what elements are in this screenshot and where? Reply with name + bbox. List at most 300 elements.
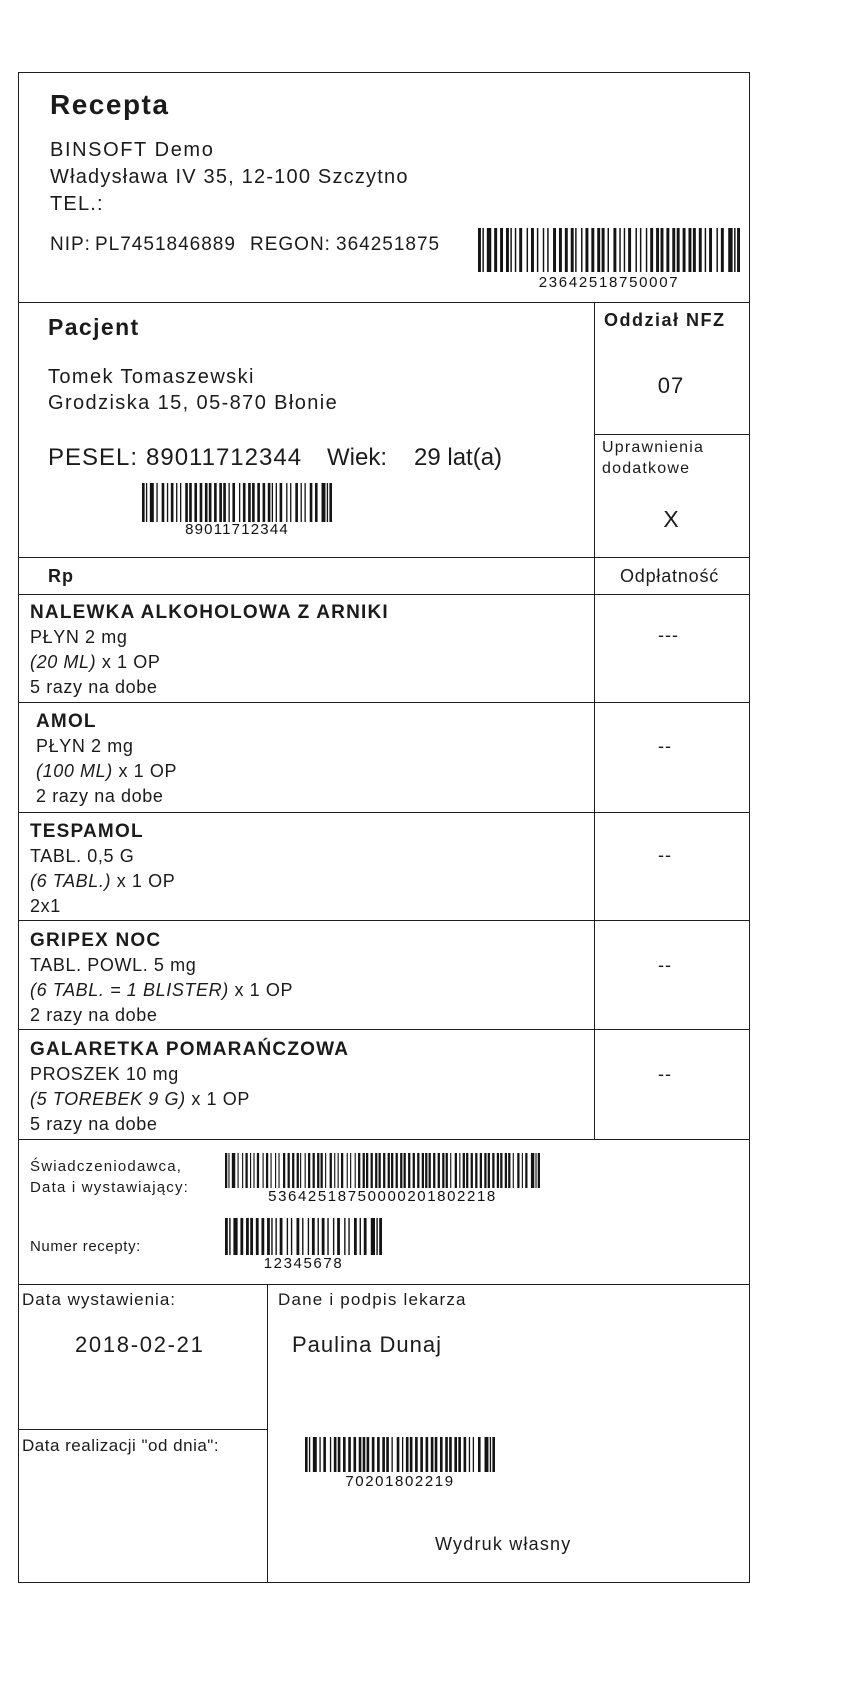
medication-name: NALEWKA ALKOHOLOWA Z ARNIKI: [30, 602, 389, 623]
document-title: Recepta: [50, 89, 170, 120]
provider-phone-label: TEL.:: [50, 193, 104, 215]
barcode-bar: [440, 1437, 443, 1472]
barcode-bar: [500, 228, 503, 272]
barcode-bar: [245, 1153, 247, 1188]
barcode-bar: [214, 483, 217, 522]
barcode-bar: [348, 1218, 349, 1255]
barcode-bar: [308, 1153, 310, 1188]
divider-line: [18, 702, 750, 703]
barcode-bar: [469, 1437, 470, 1472]
barcode-bar: [413, 1153, 415, 1188]
barcode-bar: [327, 483, 328, 522]
barcode-bar: [527, 228, 528, 272]
prescription-number-barcode-number: 12345678: [263, 1255, 344, 1272]
prescription-number-barcode: [225, 1218, 382, 1255]
barcode-bar: [449, 1437, 452, 1472]
barcode-bar: [591, 228, 594, 272]
medication-item: [30, 819, 175, 919]
barcode-bar: [312, 1218, 315, 1255]
divider-line: [18, 1029, 750, 1030]
regon-label: REGON:: [250, 234, 331, 255]
barcode-bar: [624, 228, 625, 272]
barcode-bar: [410, 1437, 413, 1472]
barcode-bar: [396, 1153, 398, 1188]
medication-item: [30, 600, 389, 700]
barcode-bar: [391, 1437, 392, 1472]
barcode-bar: [287, 1218, 288, 1255]
medication-form: PŁYN 2 mg: [36, 736, 134, 756]
barcode-bar: [240, 1218, 243, 1255]
medication-quantity: x 1 OP: [118, 761, 178, 781]
barcode-bar: [506, 228, 509, 272]
medication-form: TABL. 0,5 G: [30, 846, 135, 866]
barcode-bar: [219, 483, 222, 522]
barcode-bar: [283, 1153, 285, 1188]
barcode-bar: [248, 483, 251, 522]
medication-payment: --: [658, 845, 672, 865]
issue-date-value: 2018-02-21: [75, 1332, 205, 1357]
barcode-bar: [238, 1153, 239, 1188]
barcode-bar: [301, 483, 302, 522]
nfz-label: Oddział NFZ: [604, 310, 726, 330]
barcode-bar: [256, 1218, 259, 1255]
barcode-bar: [333, 1218, 334, 1255]
divider-line: [18, 302, 750, 303]
barcode-bar: [180, 483, 181, 522]
barcode-bar: [458, 1437, 461, 1472]
barcode-bar: [628, 228, 631, 272]
barcode-bar: [228, 483, 229, 522]
barcode-bar: [433, 1153, 435, 1188]
barcode-bar: [473, 1437, 474, 1472]
barcode-bar: [488, 1153, 490, 1188]
barcode-bar: [471, 1153, 473, 1188]
barcode-bar: [505, 1153, 507, 1188]
barcode-bar: [288, 1153, 290, 1188]
barcode-bar: [490, 1437, 491, 1472]
barcode-bar: [344, 1218, 345, 1255]
barcode-bar: [176, 483, 177, 522]
medication-item: [30, 1037, 349, 1137]
barcode-bar: [272, 483, 273, 522]
barcode-bar: [463, 1153, 465, 1188]
medication-name: AMOL: [36, 711, 97, 732]
entitlements-label: [602, 437, 704, 479]
pesel-value: 89011712344: [146, 444, 303, 471]
barcode-bar: [243, 483, 246, 522]
barcode-bar: [431, 1437, 434, 1472]
age-label: Wiek:: [327, 444, 387, 471]
barcode-bar: [343, 1437, 346, 1472]
barcode-bar: [162, 483, 165, 522]
barcode-bar: [209, 483, 212, 522]
barcode-bar: [553, 228, 556, 272]
medication-package: (20 ML): [30, 652, 97, 672]
barcode-bar: [435, 1437, 438, 1472]
barcode-bar: [531, 1153, 534, 1188]
barcode-bar: [575, 228, 576, 272]
barcode-bar: [363, 1153, 365, 1188]
divider-line: [18, 920, 750, 921]
barcode-bar: [266, 1153, 268, 1188]
barcode-bar: [721, 228, 724, 272]
barcode-bar: [709, 228, 712, 272]
barcode-bar: [565, 228, 568, 272]
barcode-bar: [146, 483, 147, 522]
medication-quantity: x 1 OP: [101, 652, 161, 672]
barcode-bar: [232, 1153, 235, 1188]
patient-address: Grodziska 15, 05-870 Błonie: [48, 392, 339, 414]
barcode-bar: [371, 1218, 375, 1255]
barcode-bar: [619, 228, 620, 272]
prescription-number-label: Numer recepty:: [30, 1238, 141, 1255]
barcode-bar: [310, 483, 313, 522]
medication-form: PŁYN 2 mg: [30, 627, 128, 647]
entitlements-label-line2: dodatkowe: [602, 460, 691, 477]
barcode-bar: [475, 1153, 477, 1188]
divider-line: [595, 434, 750, 435]
barcode-bar: [330, 1437, 331, 1472]
barcode-bar: [693, 228, 696, 272]
medication-quantity: x 1 OP: [191, 1089, 250, 1109]
column-divider: [267, 1285, 268, 1583]
medication-name: GRIPEX NOC: [30, 930, 162, 951]
barcode-bar: [278, 1153, 279, 1188]
barcode-bar: [334, 1437, 337, 1472]
provider-barcode-label: [30, 1156, 189, 1198]
barcode-bar: [353, 1437, 356, 1472]
barcode-bar: [297, 1153, 299, 1188]
barcode-bar: [464, 1437, 467, 1472]
barcode-bar: [429, 1153, 431, 1188]
barcode-bar: [372, 1437, 375, 1472]
barcode-bar: [446, 1153, 448, 1188]
barcode-bar: [350, 1153, 351, 1188]
medication-payment: ---: [658, 625, 679, 645]
barcode-bar: [276, 483, 277, 522]
barcode-bar: [537, 228, 538, 272]
barcode-bar: [309, 1437, 310, 1472]
barcode-bar: [699, 228, 702, 272]
provider-barcode: [478, 228, 740, 272]
medication-form: TABL. POWL. 5 mg: [30, 955, 197, 975]
barcode-bar: [280, 483, 283, 522]
barcode-bar: [329, 483, 332, 522]
barcode-bar: [519, 228, 522, 272]
barcode-bar: [228, 1153, 229, 1188]
barcode-bar: [497, 1153, 499, 1188]
barcode-bar: [225, 1153, 227, 1188]
barcode-bar: [292, 1153, 294, 1188]
medication-quantity: x 1 OP: [234, 980, 294, 1000]
barcode-bar: [581, 228, 582, 272]
barcode-bar: [242, 1153, 243, 1188]
column-divider: [594, 303, 595, 1140]
divider-line: [18, 557, 750, 558]
barcode-bar: [225, 1218, 228, 1255]
barcode-bar: [454, 1437, 457, 1472]
barcode-bar: [510, 228, 511, 272]
barcode-bar: [522, 1153, 523, 1188]
nip-value: PL7451846889: [95, 234, 236, 255]
barcode-bar: [406, 1437, 409, 1472]
barcode-bar: [608, 228, 609, 272]
barcode-bar: [466, 1153, 468, 1188]
provider-barcode-number: 23642518750007: [538, 274, 680, 291]
barcode-bar: [359, 1437, 362, 1472]
barcode-bar: [319, 1437, 320, 1472]
barcode-bar: [200, 483, 203, 522]
barcode-bar: [358, 1153, 360, 1188]
barcode-bar: [275, 1218, 276, 1255]
barcode-bar: [442, 1153, 444, 1188]
barcode-bar: [640, 228, 641, 272]
issue-date-label: Data wystawienia:: [22, 1290, 177, 1309]
barcode-bar: [656, 228, 659, 272]
barcode-bar: [478, 228, 481, 272]
divider-line: [18, 1139, 750, 1140]
barcode-bar: [338, 1153, 339, 1188]
barcode-bar: [250, 1218, 253, 1255]
barcode-bar: [315, 483, 318, 522]
barcode-bar: [525, 1153, 527, 1188]
barcode-bar: [417, 1153, 419, 1188]
provider-address: Władysława IV 35, 12-100 Szczytno: [50, 166, 409, 188]
barcode-bar: [313, 1153, 315, 1188]
provider-name: BINSOFT Demo: [50, 139, 215, 161]
barcode-bar: [338, 1437, 341, 1472]
barcode-bar: [367, 1437, 370, 1472]
barcode-bar: [404, 1153, 406, 1188]
barcode-bar: [261, 1218, 264, 1255]
barcode-bar: [422, 1153, 424, 1188]
barcode-bar: [150, 483, 154, 522]
barcode-bar: [535, 1153, 536, 1188]
medication-payment: --: [658, 736, 672, 756]
payment-column-label: Odpłatność: [620, 566, 720, 586]
barcode-bar: [672, 228, 675, 272]
barcode-bar: [728, 228, 732, 272]
barcode-bar: [482, 228, 483, 272]
barcode-bar: [270, 1153, 271, 1188]
barcode-bar: [267, 1218, 270, 1255]
barcode-bar: [296, 1218, 299, 1255]
age-value: 29 lat(a): [414, 444, 503, 471]
rp-label: Rp: [48, 566, 74, 586]
barcode-bar: [426, 1437, 429, 1472]
barcode-bar: [167, 483, 168, 522]
barcode-bar: [531, 228, 534, 272]
pesel-label: PESEL:: [48, 444, 139, 471]
service-provider-barcode: [225, 1153, 540, 1188]
provider-barcode-label-line1: Świadczeniodawca,: [30, 1158, 183, 1175]
barcode-bar: [515, 228, 516, 272]
barcode-bar: [683, 228, 686, 272]
barcode-bar: [402, 1437, 403, 1472]
barcode-bar: [360, 1218, 361, 1255]
barcode-bar: [364, 1218, 367, 1255]
barcode-bar: [263, 1153, 264, 1188]
barcode-bar: [290, 483, 291, 522]
barcode-bar: [233, 1218, 237, 1255]
barcode-bar: [252, 483, 255, 522]
barcode-bar: [602, 228, 605, 272]
barcode-bar: [366, 1153, 368, 1188]
barcode-bar: [487, 228, 491, 272]
barcode-bar: [253, 1153, 254, 1188]
barcode-bar: [492, 1437, 495, 1472]
barcode-bar: [377, 1437, 380, 1472]
barcode-bar: [650, 228, 653, 272]
divider-line: [18, 594, 750, 595]
barcode-bar: [330, 1153, 332, 1188]
doctor-barcode: [305, 1437, 495, 1472]
barcode-bar: [363, 1437, 366, 1472]
entitlements-value: X: [663, 506, 679, 532]
barcode-bar: [585, 228, 588, 272]
medication-package-line: [36, 759, 177, 784]
barcode-bar: [666, 228, 669, 272]
barcode-bar: [459, 1153, 460, 1188]
barcode-bar: [280, 1218, 283, 1255]
barcode-bar: [450, 1153, 451, 1188]
barcode-bar: [547, 228, 548, 272]
medication-name: GALARETKA POMARAŃCZOWA: [30, 1039, 350, 1060]
barcode-bar: [171, 483, 174, 522]
barcode-bar: [597, 228, 600, 272]
barcode-bar: [688, 228, 691, 272]
provider-barcode-label-line2: Data i wystawiający:: [30, 1179, 190, 1196]
barcode-bar: [205, 483, 208, 522]
barcode-bar: [383, 1153, 385, 1188]
medication-payment: --: [658, 1064, 672, 1084]
barcode-bar: [334, 1153, 335, 1188]
barcode-bar: [371, 1153, 373, 1188]
barcode-bar: [543, 228, 544, 272]
barcode-bar: [318, 1218, 319, 1255]
medication-dosage: 2 razy na dobe: [36, 786, 164, 806]
barcode-bar: [250, 1153, 251, 1188]
barcode-bar: [295, 483, 298, 522]
medication-package-line: [30, 869, 175, 894]
barcode-bar: [480, 1153, 482, 1188]
medication-quantity: x 1 OP: [116, 871, 176, 891]
barcode-bar: [734, 228, 735, 272]
barcode-bar: [327, 1218, 328, 1255]
medication-dosage: 5 razy na dobe: [30, 677, 158, 697]
barcode-bar: [142, 483, 145, 522]
barcode-bar: [232, 483, 235, 522]
realization-date-label: Data realizacji "od dnia":: [22, 1436, 220, 1455]
barcode-bar: [379, 1153, 381, 1188]
barcode-bar: [305, 1153, 306, 1188]
barcode-bar: [376, 1218, 377, 1255]
barcode-bar: [705, 228, 706, 272]
barcode-bar: [438, 1153, 440, 1188]
barcode-bar: [323, 1437, 326, 1472]
barcode-bar: [347, 1153, 348, 1188]
barcode-bar: [322, 1218, 325, 1255]
barcode-bar: [455, 1153, 457, 1188]
barcode-bar: [185, 483, 188, 522]
medication-item: [36, 709, 177, 809]
medication-package: (5 TOREBEK 9 G): [30, 1089, 186, 1109]
medication-dosage: 2 razy na dobe: [30, 1005, 158, 1025]
barcode-bar: [239, 483, 240, 522]
divider-line: [18, 812, 750, 813]
barcode-bar: [500, 1153, 502, 1188]
barcode-bar: [677, 228, 680, 272]
barcode-bar: [286, 483, 287, 522]
barcode-bar: [415, 1437, 418, 1472]
patient-name: Tomek Tomaszewski: [48, 366, 255, 388]
barcode-bar: [246, 1218, 249, 1255]
barcode-bar: [337, 1218, 340, 1255]
barcode-bar: [382, 1437, 385, 1472]
barcode-bar: [635, 228, 636, 272]
entitlements-label-line1: Uprawnienia: [602, 439, 705, 456]
medication-package: (100 ML): [36, 761, 113, 781]
barcode-bar: [317, 1153, 319, 1188]
divider-line: [18, 1429, 268, 1430]
nip-label: NIP:: [50, 234, 91, 255]
barcode-bar: [375, 1153, 377, 1188]
nfz-value: 07: [657, 373, 685, 398]
barcode-bar: [478, 1437, 481, 1472]
service-provider-barcode-number: 53642518750000201802218: [268, 1188, 497, 1205]
barcode-bar: [341, 1153, 343, 1188]
barcode-bar: [268, 483, 271, 522]
barcode-bar: [508, 1153, 510, 1188]
barcode-bar: [189, 483, 192, 522]
barcode-bar: [354, 1218, 357, 1255]
barcode-bar: [304, 483, 305, 522]
patient-barcode: [142, 483, 332, 522]
medication-package-line: [30, 1087, 349, 1112]
doctor-barcode-number: 70201802219: [345, 1473, 455, 1490]
medication-dosage: 5 razy na dobe: [30, 1114, 158, 1134]
medication-payment: --: [658, 955, 672, 975]
medication-form: PROSZEK 10 mg: [30, 1064, 179, 1084]
medication-dosage: 2x1: [30, 896, 61, 916]
medication-package-line: [30, 650, 389, 675]
barcode-bar: [397, 1437, 400, 1472]
barcode-bar: [492, 1153, 494, 1188]
barcode-bar: [379, 1218, 382, 1255]
barcode-bar: [391, 1153, 393, 1188]
barcode-bar: [313, 1437, 317, 1472]
barcode-bar: [737, 228, 740, 272]
regon-value: 364251875: [336, 234, 441, 255]
medication-name: TESPAMOL: [30, 821, 144, 842]
barcode-bar: [223, 483, 226, 522]
barcode-bar: [275, 1153, 276, 1188]
barcode-bar: [305, 1437, 308, 1472]
barcode-bar: [229, 1218, 230, 1255]
medication-package-line: [30, 978, 293, 1003]
barcode-bar: [194, 483, 197, 522]
barcode-bar: [348, 1437, 351, 1472]
barcode-bar: [388, 1153, 390, 1188]
barcode-bar: [302, 1218, 303, 1255]
medication-package: (6 TABL. = 1 BLISTER): [30, 980, 229, 1000]
medication-package: (6 TABL.): [30, 871, 112, 891]
barcode-bar: [494, 228, 497, 272]
barcode-bar: [445, 1437, 448, 1472]
barcode-bar: [257, 1153, 259, 1188]
barcode-bar: [661, 228, 664, 272]
barcode-bar: [322, 483, 326, 522]
